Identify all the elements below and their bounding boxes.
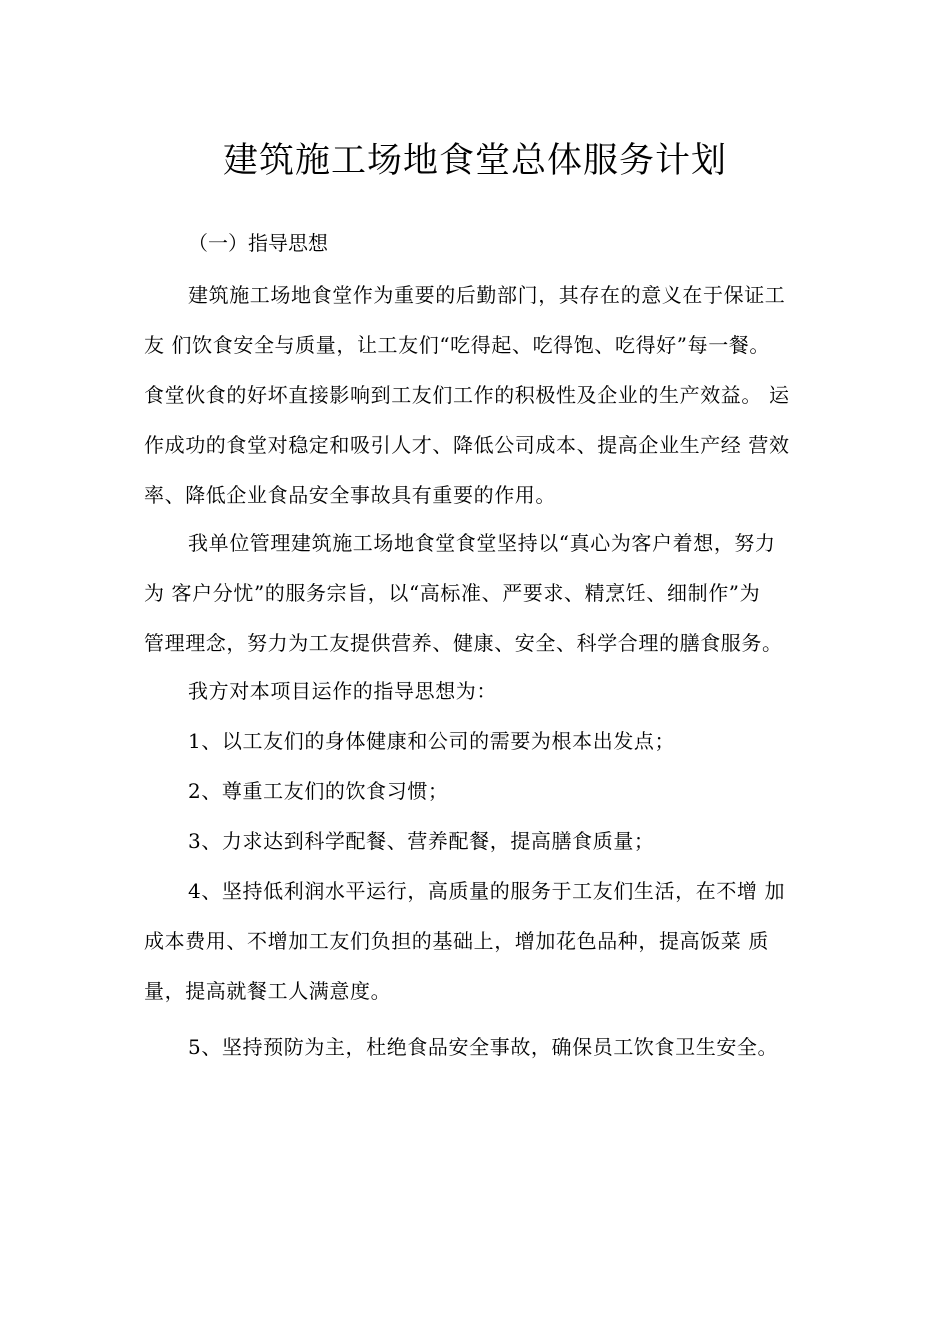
- list-item-4-line: 成本费用、不增加工友们负担的基础上，增加花色品种，提高饭菜 质: [144, 929, 769, 953]
- paragraph-line: 率、降低企业食品安全事故具有重要的作用。: [144, 483, 556, 507]
- paragraph-line: 食堂伙食的好坏直接影响到工友们工作的积极性及企业的生产效益。 运: [144, 383, 790, 407]
- document-title: 建筑施工场地食堂总体服务计划: [222, 141, 727, 181]
- paragraph-2: [144, 518, 820, 668]
- guiding-principles: [144, 666, 820, 1016]
- list-item-5: 5、坚持预防为主，杜绝食品安全事故，确保员工饮食卫生安全。: [188, 1035, 779, 1059]
- section-heading: （一）指导思想: [188, 231, 328, 255]
- paragraph-line: 管理理念，努力为工友提供营养、健康、安全、科学合理的膳食服务。: [144, 631, 783, 655]
- list-item-3: 3、力求达到科学配餐、营养配餐，提高膳食质量；: [188, 829, 655, 853]
- paragraph-line: 我单位管理建筑施工场地食堂食堂坚持以“真心为客户着想，努力: [188, 531, 776, 555]
- paragraph-1: [144, 270, 820, 520]
- paragraph-line: 建筑施工场地食堂作为重要的后勤部门，其存在的意义在于保证工: [188, 283, 786, 307]
- list-item-2: 2、尊重工友们的饮食习惯；: [188, 779, 449, 803]
- list-item-4-line: 量，提高就餐工人满意度。: [144, 979, 392, 1003]
- list-item-4-line: 4、坚持低利润水平运行，高质量的服务于工友们生活，在不增 加: [188, 879, 786, 903]
- list-item-1: 1、以工友们的身体健康和公司的需要为根本出发点；: [188, 729, 676, 753]
- paragraph-line: 为 客户分忧”的服务宗旨，以“高标准、严要求、精烹饪、细制作”为: [144, 581, 761, 605]
- principles-intro: 我方对本项目运作的指导思想为：: [188, 679, 497, 703]
- paragraph-line: 作成功的食堂对稳定和吸引人才、降低公司成本、提高企业生产经 营效: [144, 433, 790, 457]
- paragraph-line: 友 们饮食安全与质量，让工友们“吃得起、吃得饱、吃得好”每一餐。: [144, 333, 771, 357]
- list-item-5-block: [144, 1022, 820, 1072]
